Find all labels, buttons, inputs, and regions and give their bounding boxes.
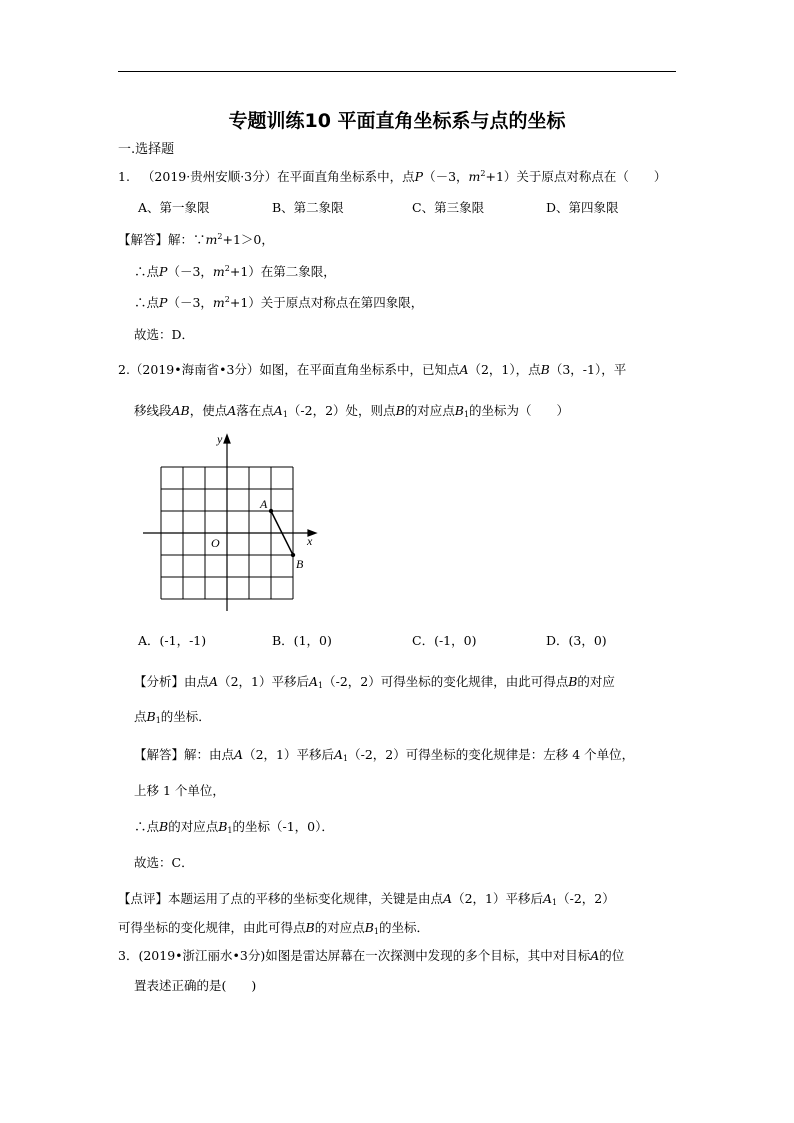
q1-option-b: B、第二象限 [272, 200, 344, 215]
q2-option-d: D．(3，0) [546, 633, 607, 648]
q2-solution-line1: 【解答】解：由点A（2，1）平移后$A_1(-2$，2）可得坐标的变化规律是：左移 4 个单位， [134, 747, 635, 763]
q1-answer-line2: ∴点P（－3，$m^2+1$）在第二象限， [134, 264, 336, 279]
q2-option-c: C．(-1，0) [412, 633, 477, 648]
q1-answer-line4: 故选：D． [134, 327, 195, 342]
q3-stem-line1: 3．(2019•浙江丽水•3分)如图是雷达屏幕在一次探测中发现的多个目标，其中对目标A的位 [118, 948, 625, 963]
q2-analysis-line1: 【分析】由点A（2，1）平移后$A_1(-2$，2）可得坐标的变化规律，由此可得点B的对应 [134, 674, 615, 690]
page-title: 专题训练10 平面直角坐标系与点的坐标 [228, 110, 566, 132]
q2-stem-line2: 移线段AB，使点A落在点$A_1(-2$，2）处，则点B的对应点$B_1$的坐标为（ ） [134, 403, 570, 419]
q3-stem-line2: 置表述正确的是( ) [134, 978, 257, 993]
q2-solution-line3: ∴点B的对应点$B_1$的坐标（-1，0）． [134, 819, 334, 835]
section-heading: 一.选择题 [118, 142, 175, 157]
q2-solution-line2: 上移 1 个单位， [134, 783, 225, 798]
y-axis-label: y [217, 432, 223, 446]
q1-answer-line1: 【解答】解：$\because m^2+1>0$， [118, 232, 274, 247]
header-rule [118, 71, 676, 72]
origin-label: O [211, 536, 220, 550]
point-a-label: A [260, 497, 268, 511]
q2-stem-line1: 2.（2019•海南省•3分）如图，在平面直角坐标系中，已知点A（2，1），点B（3，-1），平 [118, 362, 627, 377]
point-b [291, 553, 295, 557]
point-b-label: B [296, 557, 304, 571]
q2-review-line1: 【点评】本题运用了点的平移的坐标变化规律，关键是由点A（2，1）平移后$A_1(-2$，2） [118, 891, 615, 907]
coordinate-grid-figure [140, 430, 330, 615]
q1-option-a: A、第一象限 [138, 200, 210, 215]
q2-option-a: A．(-1，-1) [138, 633, 207, 648]
point-a [269, 509, 273, 513]
q1-stem: 1. （2019·贵州安顺·3分）在平面直角坐标系中，点P（－3，$m^2+1$）关于原点对称点在（ ） [118, 169, 667, 184]
axes [143, 435, 316, 611]
x-axis-label: x [307, 534, 313, 548]
q2-solution-line4: 故选：C． [134, 855, 194, 870]
q1-option-c: C、第三象限 [412, 200, 485, 215]
q1-option-d: D、第四象限 [546, 200, 619, 215]
q2-option-b: B．(1，0) [272, 633, 332, 648]
q2-analysis-line2: 点$B_1$的坐标． [134, 709, 211, 725]
q2-review-line2: 可得坐标的变化规律，由此可得点B的对应点$B_1$的坐标． [118, 920, 430, 936]
q1-answer-line3: ∴点P（－3，$m^2+1$）关于原点对称点在第四象限， [134, 295, 424, 310]
